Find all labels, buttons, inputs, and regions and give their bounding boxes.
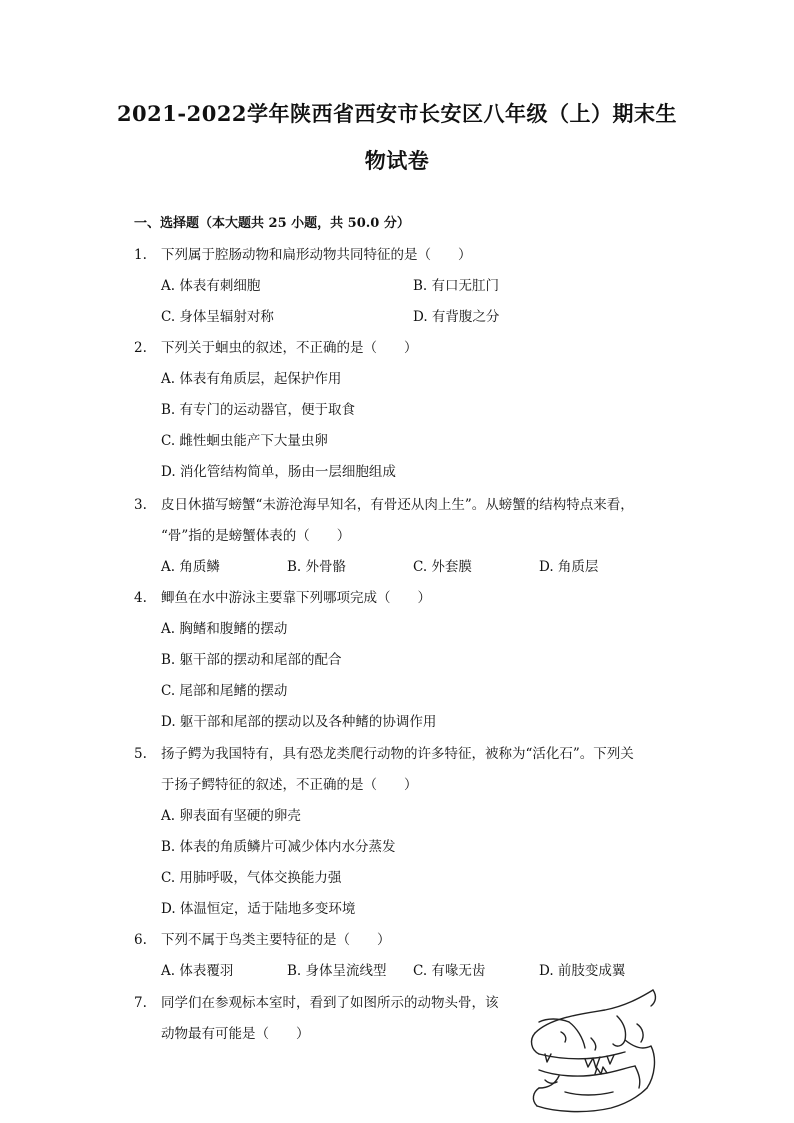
question-stem: 皮日休描写螃蟹“未游沧海早知名，有骨还从肉上生”。从螃蟹的结构特点来看，: [161, 497, 634, 513]
option-d: D. 前肢变成翼: [539, 963, 626, 979]
question-stem: “骨”指的是螃蟹体表的（ ）: [161, 528, 351, 544]
option-b: B. 体表的角质鳞片可减少体内水分蒸发: [161, 839, 396, 855]
section-heading: 一、选择题（本大题共 25 小题，共 50.0 分）: [134, 216, 410, 231]
question-number: 4.: [134, 590, 147, 606]
question-stem: 动物最有可能是（ ）: [161, 1026, 310, 1042]
option-d: D. 消化管结构简单，肠由一层细胞组成: [161, 464, 396, 480]
option-c: C. 尾部和尾鳍的摆动: [161, 683, 288, 699]
doc-title-line-2: 物试卷: [364, 148, 430, 173]
option-c: C. 外套膜: [413, 559, 472, 575]
option-d: D. 体温恒定，适于陆地多变环境: [161, 901, 356, 917]
option-b: B. 外骨骼: [287, 559, 347, 575]
question-number: 7.: [134, 995, 147, 1011]
question-stem: 同学们在参观标本室时，看到了如图所示的动物头骨，该: [161, 995, 499, 1011]
question-stem: 下列关于蛔虫的叙述，不正确的是（ ）: [161, 340, 418, 356]
option-c: C. 有喙无齿: [413, 963, 486, 979]
option-b: B. 有口无肛门: [413, 278, 500, 294]
option-a: A. 体表有刺细胞: [161, 278, 261, 294]
option-b: B. 躯干部的摆动和尾部的配合: [161, 652, 342, 668]
question-number: 6.: [134, 932, 147, 948]
option-d: D. 躯干部和尾部的摆动以及各种鳍的协调作用: [161, 714, 437, 730]
option-a: A. 角质鳞: [161, 559, 220, 575]
option-a: A. 体表覆羽: [161, 963, 234, 979]
option-d: D. 角质层: [539, 559, 599, 575]
option-b: B. 身体呈流线型: [287, 963, 387, 979]
option-c: C. 身体呈辐射对称: [161, 309, 274, 325]
question-number: 5.: [134, 746, 147, 762]
animal-skull-figure: [525, 988, 665, 1118]
option-c: C. 雌性蛔虫能产下大量虫卵: [161, 433, 328, 449]
option-b: B. 有专门的运动器官，便于取食: [161, 402, 356, 418]
option-a: A. 卵表面有坚硬的卵壳: [161, 808, 301, 824]
option-a: A. 胸鳍和腹鳍的摆动: [161, 621, 288, 637]
option-a: A. 体表有角质层，起保护作用: [161, 371, 342, 387]
question-stem: 下列不属于鸟类主要特征的是（ ）: [161, 932, 391, 948]
question-number: 1.: [134, 247, 147, 263]
question-number: 3.: [134, 497, 147, 513]
question-stem: 鲫鱼在水中游泳主要靠下列哪项完成（ ）: [161, 590, 431, 606]
question-stem: 下列属于腔肠动物和扁形动物共同特征的是（ ）: [161, 247, 472, 263]
question-stem: 扬子鳄为我国特有，具有恐龙类爬行动物的许多特征，被称为“活化石”。下列关: [161, 746, 634, 762]
option-d: D. 有背腹之分: [413, 309, 500, 325]
question-number: 2.: [134, 340, 147, 356]
option-c: C. 用肺呼吸，气体交换能力强: [161, 870, 342, 886]
question-stem: 于扬子鳄特征的叙述，不正确的是（ ）: [161, 777, 418, 793]
doc-title-line-1: 2021-2022学年陕西省西安市长安区八年级（上）期末生: [116, 101, 678, 126]
